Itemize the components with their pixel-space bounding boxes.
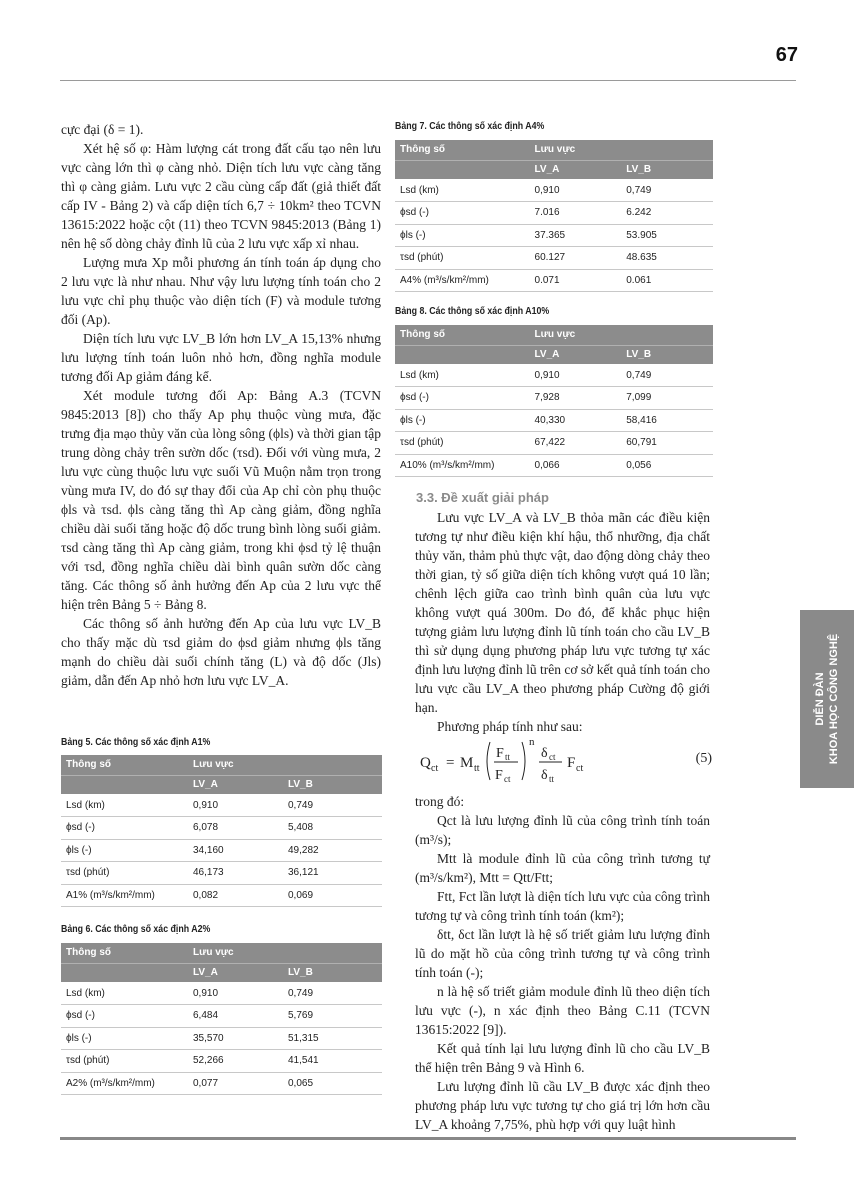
svg-text:tt: tt <box>474 763 480 774</box>
side-tab-label <box>813 610 841 788</box>
footer-rule <box>60 1137 796 1140</box>
svg-text:ct: ct <box>576 763 584 774</box>
table-row: τsd (phút) 60.127 48.635 <box>395 247 713 270</box>
table-row: τsd (phút) 67,422 60,791 <box>395 432 713 455</box>
header-cell: Lưu vực <box>530 140 713 160</box>
table-a10 <box>395 325 713 477</box>
header-cell: LV_A <box>188 963 283 982</box>
paragraph: n là hệ số triết giảm module đỉnh lũ theo diện tích lưu vực (-), n xác định theo Bảng C.11 (TCVN 13615:2022 [9]). <box>415 984 710 1037</box>
svg-text:n: n <box>529 736 535 748</box>
svg-text:F: F <box>495 768 503 783</box>
paragraph: Lưu vực LV_A và LV_B thỏa mãn các điều kiện tương tự như điều kiện khí hậu, thổ nhưỡng, địa chất thủy văn, thảm phủ thực vật, dao động dòng chảy theo thời gian, tỷ số giữa diện tích không vượt quá 10 lần; chênh lệch giữa cao trình bình quân của lưu vực không vượt quá 300m. Do đó, để khắc phục hiện tượng giảm lưu lượng đỉnh lũ tính toán cho cầu LV_B thì sử dụng dụng phương pháp lưu vực tương tự xác định lưu lượng đỉnh lũ trên cơ sở kết quả tính toán cho lưu vực cầu LV_A theo phương pháp Cường độ giới hạn. <box>415 510 710 715</box>
table-row: A10% (m³/s/km²/mm) 0,066 0,056 <box>395 454 713 477</box>
svg-text:F: F <box>496 746 504 761</box>
paragraph: Lượng mưa Xp mỗi phương án tính toán áp dụng cho 2 lưu vực là như nhau. Như vậy lưu lượng tính toán cho 2 lưu vực chỉ phụ thuộc vào diện tích (F) và module tương đối (Ap). <box>61 255 381 327</box>
table-row: ϕsd (-) 7.016 6.242 <box>395 202 713 225</box>
paragraph: cực đại (δ = 1). <box>61 122 144 137</box>
table-a2 <box>61 943 382 1095</box>
table-row: Lsd (km) 0,910 0,749 <box>395 179 713 202</box>
header-cell: Thông số <box>395 140 530 160</box>
equation-graphic <box>418 736 678 786</box>
right-column-text <box>415 508 710 736</box>
table-row: ϕls (-) 35,570 51,315 <box>61 1027 382 1050</box>
header-cell: LV_A <box>530 160 622 179</box>
header-cell: LV_B <box>621 345 713 364</box>
side-tab-line2: KHOA HỌC CÔNG NGHỆ <box>828 633 840 765</box>
paragraph: Kết quả tính lại lưu lượng đỉnh lũ cho cầu LV_B thể hiện trên Bảng 9 và Hình 6. <box>415 1041 710 1075</box>
side-tab-line1: DIỄN ĐÀN <box>814 672 826 726</box>
header-cell: LV_A <box>188 775 283 794</box>
table-a1 <box>61 755 382 907</box>
equation-number: (5) <box>695 751 712 766</box>
header-cell: Lưu vực <box>188 755 382 775</box>
header-cell: LV_B <box>283 963 382 982</box>
header-cell: LV_B <box>621 160 713 179</box>
left-column-text <box>61 120 381 690</box>
header-rule <box>60 80 796 81</box>
table-row: Lsd (km) 0,910 0,749 <box>61 982 382 1005</box>
paragraph: trong đó: <box>415 794 465 809</box>
paragraph: δtt, δct lần lượt là hệ số triết giảm lưu lượng đỉnh lũ do mặt hồ của công trình tương tự và công trình tính toán (-); <box>415 927 710 980</box>
header-cell: Thông số <box>395 325 530 345</box>
table-row: Lsd (km) 0,910 0,749 <box>61 794 382 817</box>
table-row: A4% (m³/s/km²/mm) 0.071 0.061 <box>395 269 713 292</box>
table-row: ϕls (-) 37.365 53.905 <box>395 224 713 247</box>
table-row: A1% (m³/s/km²/mm) 0,082 0,069 <box>61 884 382 907</box>
table-caption: Bảng 8. Các thông số xác định A10% <box>395 306 550 317</box>
section-heading: 3.3. Đề xuất giải pháp <box>416 490 549 505</box>
table-row: ϕls (-) 34,160 49,282 <box>61 839 382 862</box>
svg-text:ct: ct <box>549 752 556 762</box>
paragraph: Ftt, Fct lần lượt là diện tích lưu vực của công trình tương tự và công trình tính toán (km²); <box>415 889 710 923</box>
paragraph: Phương pháp tính như sau: <box>437 719 583 734</box>
table-row: ϕsd (-) 7,928 7,099 <box>395 387 713 410</box>
page-number: 67 <box>775 44 798 66</box>
svg-text:δ: δ <box>541 746 548 761</box>
paragraph: Lưu lượng đỉnh lũ cầu LV_B được xác định theo phương pháp lưu vực tương tự cho giá trị lớn hơn cầu LV_A khoảng 7,75%, phù hợp với quy luật hình <box>415 1079 710 1132</box>
paragraph: Mtt là module đỉnh lũ của công trình tương tự (m³/s/km²), Mtt = Qtt/Ftt; <box>415 851 710 885</box>
svg-text:δ: δ <box>541 768 548 783</box>
svg-text:F: F <box>567 755 576 771</box>
table-row: ϕls (-) 40,330 58,416 <box>395 409 713 432</box>
table-a4 <box>395 140 713 292</box>
right-column-definitions <box>415 792 710 1134</box>
header-cell: Thông số <box>61 755 188 775</box>
svg-text:=: = <box>446 755 455 771</box>
paragraph: Xét hệ số φ: Hàm lượng cát trong đất cấu tạo nên lưu vực càng lớn thì φ càng nhỏ. Diện tích lưu vực càng tăng thì φ càng giảm. Lưu vực 2 cầu cùng cấp đất (giả thiết đất cấp IV - Bảng 2) và cấp diện tích 6,7 ÷ 10km² theo TCVN 13615:2022 hoặc cột (11) theo TCVN 9845:2013 (Bảng 1) nên hệ số dòng chảy đỉnh lũ của 2 lưu vực xấp xỉ nhau. <box>61 141 381 251</box>
svg-text:Q: Q <box>420 755 431 771</box>
header-cell: LV_B <box>283 775 382 794</box>
table-row: τsd (phút) 46,173 36,121 <box>61 862 382 885</box>
svg-text:ct: ct <box>504 774 511 784</box>
table-caption: Bảng 5. Các thông số xác định A1% <box>61 737 211 748</box>
paragraph: Các thông số ảnh hưởng đến Ap của lưu vực LV_B cho thấy mặc dù τsd giảm do ϕsd giảm nhưng ϕls tăng mạnh do chiều dài suối chính tăng (L) và độ dốc (Jls) giảm, dẫn đến Ap nhỏ hơn lưu vực LV_A. <box>61 616 381 688</box>
table-caption: Bảng 6. Các thông số xác định A2% <box>61 924 211 935</box>
header-cell: Thông số <box>61 943 188 963</box>
table-row: ϕsd (-) 6,484 5,769 <box>61 1005 382 1028</box>
paragraph: Diện tích lưu vực LV_B lớn hơn LV_A 15,13% nhưng lưu lượng tính toán luôn nhỏ hơn, đồng nghĩa module tương đối Ap giảm đáng kể. <box>61 331 381 384</box>
svg-text:tt: tt <box>505 752 511 762</box>
table-row: A2% (m³/s/km²/mm) 0,077 0,065 <box>61 1072 382 1095</box>
table-caption: Bảng 7. Các thông số xác định A4% <box>395 121 545 132</box>
table-row: ϕsd (-) 6,078 5,408 <box>61 817 382 840</box>
header-cell: Lưu vực <box>530 325 713 345</box>
header-cell: LV_A <box>530 345 622 364</box>
table-row: Lsd (km) 0,910 0,749 <box>395 364 713 387</box>
paragraph: Xét module tương đối Ap: Bảng A.3 (TCVN 9845:2013 [8]) cho thấy Ap phụ thuộc vùng mưa, đặc trưng địa mạo thủy văn của lòng sông (ϕls) và thời gian tập trung dòng chảy trên sườn dốc (τsd). Đối với vùng mưa, 2 lưu vực cùng thuộc lưu vực suối Vũ Muộn nằm trọn trong vùng mưa IV, do đó sự thay đổi của Ap chỉ còn phụ thuộc ϕls và τsd. ϕls càng tăng thì Ap càng giảm, đồng nghĩa chiều dài suối tăng hoặc độ dốc trung bình lòng suối giảm. τsd càng tăng thì Ap càng giảm, trong khi ϕsd tỷ lệ thuận với τsd, đồng nghĩa chiều dài bình quân sườn dốc càng tăng. Các thông số ảnh hưởng đến Ap của 2 lưu vực thể hiện trên Bảng 5 ÷ Bảng 8. <box>61 388 381 612</box>
svg-text:ct: ct <box>431 763 439 774</box>
paragraph: Qct là lưu lượng đỉnh lũ của công trình tính toán (m³/s); <box>415 813 710 847</box>
header-cell: Lưu vực <box>188 943 382 963</box>
equation-5 <box>418 736 712 786</box>
svg-text:M: M <box>460 755 474 771</box>
svg-text:tt: tt <box>549 774 555 784</box>
table-row: τsd (phút) 52,266 41,541 <box>61 1050 382 1073</box>
